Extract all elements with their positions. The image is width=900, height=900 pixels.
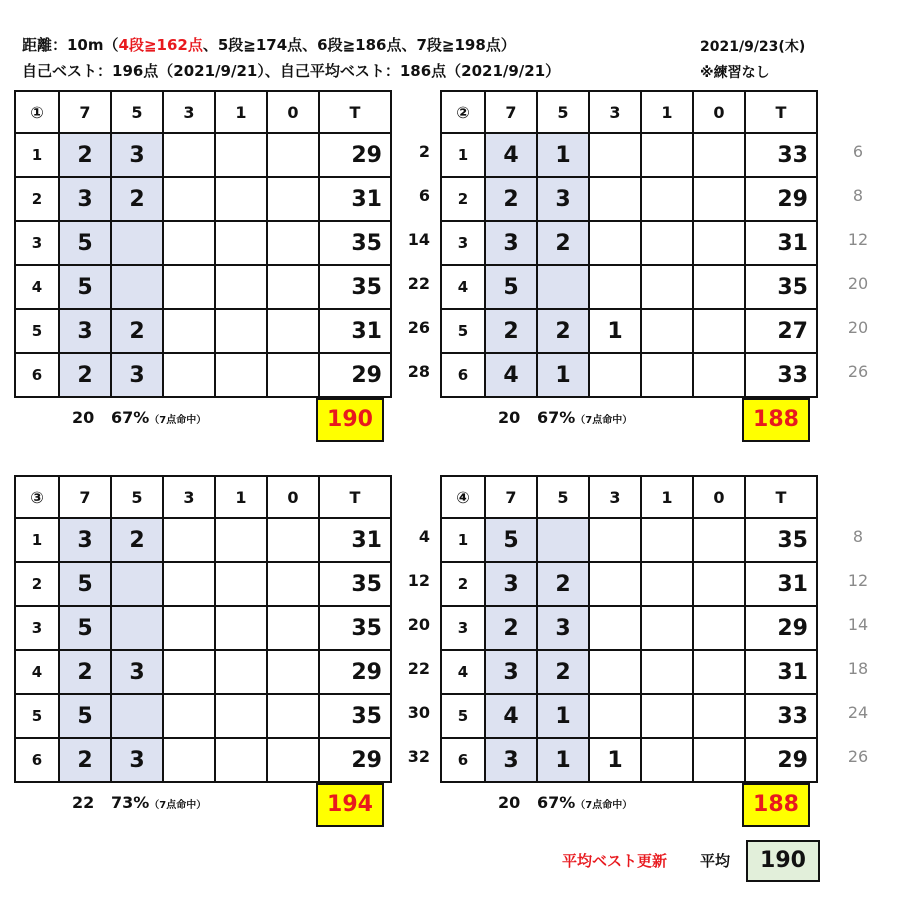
end-row: [15, 221, 391, 265]
column-header: 1: [215, 91, 267, 133]
count-0-points: [267, 353, 319, 397]
end-total: 33: [745, 353, 817, 397]
count-7-points: 3: [485, 650, 537, 694]
column-header: T: [319, 91, 391, 133]
end-row: [15, 650, 391, 694]
count-5-points: 3: [537, 606, 589, 650]
count-3-points: 1: [589, 309, 641, 353]
count-5-points: [111, 694, 163, 738]
count-1-points: [641, 353, 693, 397]
side-cumulative: 12: [847, 571, 869, 590]
round-label: ②: [441, 91, 485, 133]
count-0-points: [693, 133, 745, 177]
count-1-points: [215, 518, 267, 562]
column-header: 3: [163, 91, 215, 133]
date-label: 2021/9/23(木): [700, 39, 806, 55]
round-table-2: [440, 90, 818, 398]
end-total: 35: [745, 265, 817, 309]
count-0-points: [267, 606, 319, 650]
count-7-points: 5: [59, 265, 111, 309]
end-total: 29: [745, 738, 817, 782]
count-7-points: 5: [59, 221, 111, 265]
count-3-points: [589, 353, 641, 397]
end-row: [441, 177, 817, 221]
end-number: 6: [441, 353, 485, 397]
column-header: T: [745, 476, 817, 518]
count-3-points: [163, 177, 215, 221]
column-header: 5: [111, 476, 163, 518]
end-number: 1: [15, 518, 59, 562]
column-header: 3: [163, 476, 215, 518]
end-total: 29: [319, 353, 391, 397]
hit-percentage: 73%: [110, 793, 150, 812]
end-number: 5: [15, 309, 59, 353]
count-0-points: [267, 177, 319, 221]
count-1-points: [641, 309, 693, 353]
count-5-points: [111, 221, 163, 265]
count-3-points: [163, 518, 215, 562]
side-cumulative: 20: [847, 318, 869, 337]
end-total: 29: [745, 606, 817, 650]
count-1-points: [641, 606, 693, 650]
end-total: 33: [745, 694, 817, 738]
round-total: 188: [742, 398, 810, 442]
end-total: 31: [319, 177, 391, 221]
end-total: 31: [745, 221, 817, 265]
count-3-points: [589, 694, 641, 738]
end-total: 31: [745, 650, 817, 694]
round-table-3: [14, 475, 392, 783]
cumulative-7-count: 2: [418, 142, 430, 161]
count-5-points: 2: [111, 309, 163, 353]
count-0-points: [693, 518, 745, 562]
end-total: 35: [319, 221, 391, 265]
end-row: [15, 133, 391, 177]
count-1-points: [641, 221, 693, 265]
end-number: 3: [441, 221, 485, 265]
end-row: [15, 309, 391, 353]
hit-count: 20: [498, 408, 521, 427]
count-1-points: [215, 562, 267, 606]
end-number: 4: [15, 265, 59, 309]
count-0-points: [267, 133, 319, 177]
column-header: 1: [641, 476, 693, 518]
cumulative-7-count: 20: [407, 615, 430, 634]
count-7-points: 3: [485, 562, 537, 606]
column-header: 7: [485, 91, 537, 133]
count-7-points: 4: [485, 353, 537, 397]
end-row: [15, 738, 391, 782]
count-1-points: [641, 738, 693, 782]
end-number: 5: [15, 694, 59, 738]
count-5-points: 1: [537, 738, 589, 782]
column-header: 0: [267, 91, 319, 133]
end-number: 6: [15, 353, 59, 397]
count-0-points: [267, 265, 319, 309]
end-total: 35: [319, 606, 391, 650]
end-total: 35: [319, 562, 391, 606]
end-total: 31: [745, 562, 817, 606]
end-row: [441, 562, 817, 606]
end-row: [15, 606, 391, 650]
end-number: 6: [441, 738, 485, 782]
average-label: 平均: [700, 852, 731, 870]
end-total: 35: [319, 694, 391, 738]
count-5-points: 2: [537, 309, 589, 353]
count-7-points: 5: [59, 606, 111, 650]
count-7-points: 3: [59, 177, 111, 221]
count-3-points: [163, 309, 215, 353]
end-row: [15, 518, 391, 562]
count-5-points: 1: [537, 694, 589, 738]
count-7-points: 2: [59, 353, 111, 397]
end-number: 2: [15, 177, 59, 221]
end-row: [441, 518, 817, 562]
count-5-points: 2: [111, 177, 163, 221]
count-7-points: 2: [59, 738, 111, 782]
hit-percentage: 67%: [110, 408, 150, 427]
count-7-points: 2: [485, 606, 537, 650]
cumulative-7-count: 26: [407, 318, 430, 337]
count-5-points: 3: [111, 650, 163, 694]
end-row: [441, 221, 817, 265]
count-0-points: [267, 562, 319, 606]
count-3-points: [589, 650, 641, 694]
count-0-points: [693, 265, 745, 309]
end-number: 3: [15, 606, 59, 650]
end-number: 6: [15, 738, 59, 782]
count-7-points: 2: [485, 177, 537, 221]
count-0-points: [693, 606, 745, 650]
count-1-points: [641, 518, 693, 562]
cumulative-7-count: 12: [407, 571, 430, 590]
count-3-points: [589, 177, 641, 221]
count-0-points: [693, 353, 745, 397]
count-3-points: [589, 562, 641, 606]
round-label: ①: [15, 91, 59, 133]
column-header: 5: [537, 91, 589, 133]
count-7-points: 5: [485, 265, 537, 309]
count-0-points: [267, 221, 319, 265]
count-5-points: 2: [537, 221, 589, 265]
end-row: [441, 353, 817, 397]
count-0-points: [693, 221, 745, 265]
side-cumulative: 18: [847, 659, 869, 678]
cumulative-7-count: 4: [418, 527, 430, 546]
count-1-points: [215, 133, 267, 177]
side-cumulative: 26: [847, 362, 869, 381]
count-1-points: [215, 353, 267, 397]
end-number: 2: [441, 562, 485, 606]
hit-stats: [72, 408, 206, 427]
count-7-points: 5: [59, 694, 111, 738]
count-3-points: [589, 518, 641, 562]
count-7-points: 4: [485, 133, 537, 177]
count-0-points: [693, 694, 745, 738]
side-cumulative: 14: [847, 615, 869, 634]
count-3-points: [589, 265, 641, 309]
count-5-points: 3: [111, 738, 163, 782]
column-header: 5: [537, 476, 589, 518]
side-cumulative: 6: [852, 142, 864, 161]
count-7-points: 5: [59, 562, 111, 606]
count-3-points: [163, 133, 215, 177]
hit-percentage: 67%: [536, 408, 576, 427]
cumulative-7-count: 14: [407, 230, 430, 249]
count-0-points: [267, 309, 319, 353]
round-table-1: [14, 90, 392, 398]
count-5-points: 1: [537, 353, 589, 397]
count-1-points: [641, 562, 693, 606]
end-number: 1: [441, 133, 485, 177]
end-row: [441, 309, 817, 353]
count-7-points: 2: [59, 650, 111, 694]
end-row: [441, 606, 817, 650]
count-3-points: [163, 353, 215, 397]
count-0-points: [693, 650, 745, 694]
cumulative-7-count: 22: [407, 659, 430, 678]
end-row: [441, 650, 817, 694]
end-number: 4: [441, 650, 485, 694]
count-1-points: [641, 650, 693, 694]
round-label: ③: [15, 476, 59, 518]
end-total: 29: [745, 177, 817, 221]
end-row: [441, 694, 817, 738]
end-row: [441, 265, 817, 309]
side-cumulative: 20: [847, 274, 869, 293]
count-3-points: [163, 694, 215, 738]
end-total: 27: [745, 309, 817, 353]
side-cumulative: 26: [847, 747, 869, 766]
cumulative-7-count: 28: [407, 362, 430, 381]
count-5-points: [111, 265, 163, 309]
count-3-points: [163, 650, 215, 694]
end-total: 31: [319, 309, 391, 353]
count-0-points: [693, 309, 745, 353]
round-total: 190: [316, 398, 384, 442]
round-total: 194: [316, 783, 384, 827]
count-5-points: 2: [111, 518, 163, 562]
end-number: 1: [15, 133, 59, 177]
end-row: [15, 177, 391, 221]
end-row: [15, 353, 391, 397]
hit-percentage-note: （7点命中）: [149, 800, 207, 811]
cumulative-7-count: 6: [418, 186, 430, 205]
count-7-points: 3: [59, 518, 111, 562]
count-5-points: [111, 562, 163, 606]
end-total: 35: [745, 518, 817, 562]
end-total: 31: [319, 518, 391, 562]
count-3-points: [589, 133, 641, 177]
practice-note: ※練習なし: [700, 65, 770, 81]
column-header: T: [319, 476, 391, 518]
count-0-points: [693, 562, 745, 606]
count-1-points: [215, 309, 267, 353]
cumulative-7-count: 30: [407, 703, 430, 722]
count-0-points: [693, 177, 745, 221]
count-5-points: 1: [537, 133, 589, 177]
count-1-points: [215, 265, 267, 309]
side-cumulative: 24: [847, 703, 869, 722]
distance-prefix: 距離：10m（: [22, 36, 119, 54]
end-total: 29: [319, 133, 391, 177]
end-row: [15, 562, 391, 606]
cumulative-7-count: 32: [407, 747, 430, 766]
requirement-red: 4段≧162点: [118, 36, 203, 54]
hit-percentage-note: （7点命中）: [575, 800, 633, 811]
hit-count: 20: [72, 408, 95, 427]
column-header: 0: [693, 91, 745, 133]
count-3-points: [589, 221, 641, 265]
end-number: 2: [441, 177, 485, 221]
count-1-points: [215, 650, 267, 694]
average-best-updated: 平均ベスト更新: [562, 852, 668, 870]
count-3-points: [163, 562, 215, 606]
count-7-points: 2: [485, 309, 537, 353]
count-0-points: [267, 650, 319, 694]
count-3-points: [163, 265, 215, 309]
side-cumulative: 8: [852, 527, 864, 546]
end-number: 5: [441, 694, 485, 738]
hit-percentage-note: （7点命中）: [575, 415, 633, 426]
count-5-points: [111, 606, 163, 650]
column-header: 5: [111, 91, 163, 133]
end-total: 29: [319, 738, 391, 782]
count-7-points: 3: [485, 221, 537, 265]
end-number: 3: [15, 221, 59, 265]
column-header: 3: [589, 91, 641, 133]
end-number: 3: [441, 606, 485, 650]
count-0-points: [267, 518, 319, 562]
count-7-points: 4: [485, 694, 537, 738]
hit-count: 20: [498, 793, 521, 812]
column-header: 3: [589, 476, 641, 518]
end-row: [441, 738, 817, 782]
end-number: 2: [15, 562, 59, 606]
side-cumulative: 12: [847, 230, 869, 249]
count-7-points: 2: [59, 133, 111, 177]
count-1-points: [641, 265, 693, 309]
count-5-points: 3: [111, 133, 163, 177]
count-1-points: [215, 221, 267, 265]
count-1-points: [215, 694, 267, 738]
count-0-points: [267, 738, 319, 782]
round-total: 188: [742, 783, 810, 827]
count-1-points: [641, 133, 693, 177]
count-7-points: 5: [485, 518, 537, 562]
hit-count: 22: [72, 793, 95, 812]
count-5-points: 2: [537, 650, 589, 694]
average-value: 190: [746, 840, 820, 882]
count-5-points: 2: [537, 562, 589, 606]
count-0-points: [693, 738, 745, 782]
count-7-points: 3: [485, 738, 537, 782]
column-header: 1: [641, 91, 693, 133]
end-number: 4: [441, 265, 485, 309]
column-header: 0: [693, 476, 745, 518]
end-row: [15, 694, 391, 738]
end-number: 4: [15, 650, 59, 694]
count-1-points: [215, 177, 267, 221]
cumulative-7-count: 22: [407, 274, 430, 293]
count-5-points: [537, 518, 589, 562]
round-table-4: [440, 475, 818, 783]
count-5-points: 3: [537, 177, 589, 221]
count-7-points: 3: [59, 309, 111, 353]
column-header: 7: [59, 91, 111, 133]
count-5-points: 3: [111, 353, 163, 397]
hit-percentage: 67%: [536, 793, 576, 812]
requirement-rest: 、5段≧174点、6段≧186点、7段≧198点）: [202, 36, 516, 54]
end-number: 1: [441, 518, 485, 562]
count-1-points: [215, 606, 267, 650]
end-total: 29: [319, 650, 391, 694]
count-1-points: [641, 177, 693, 221]
count-3-points: [163, 606, 215, 650]
count-1-points: [641, 694, 693, 738]
hit-stats: [498, 408, 632, 427]
column-header: 1: [215, 476, 267, 518]
count-3-points: [163, 738, 215, 782]
count-5-points: [537, 265, 589, 309]
end-row: [15, 265, 391, 309]
column-header: 7: [485, 476, 537, 518]
end-total: 33: [745, 133, 817, 177]
count-1-points: [215, 738, 267, 782]
end-total: 35: [319, 265, 391, 309]
count-0-points: [267, 694, 319, 738]
hit-stats: [72, 793, 206, 812]
distance-line: [22, 34, 516, 55]
end-number: 5: [441, 309, 485, 353]
column-header: 7: [59, 476, 111, 518]
count-3-points: [163, 221, 215, 265]
round-label: ④: [441, 476, 485, 518]
side-cumulative: 8: [852, 186, 864, 205]
personal-best-line: 自己ベスト：196点（2021/9/21）、自己平均ベスト：186点（2021/9/21）: [22, 62, 561, 80]
count-3-points: 1: [589, 738, 641, 782]
hit-percentage-note: （7点命中）: [149, 415, 207, 426]
count-3-points: [589, 606, 641, 650]
column-header: 0: [267, 476, 319, 518]
end-row: [441, 133, 817, 177]
column-header: T: [745, 91, 817, 133]
hit-stats: [498, 793, 632, 812]
